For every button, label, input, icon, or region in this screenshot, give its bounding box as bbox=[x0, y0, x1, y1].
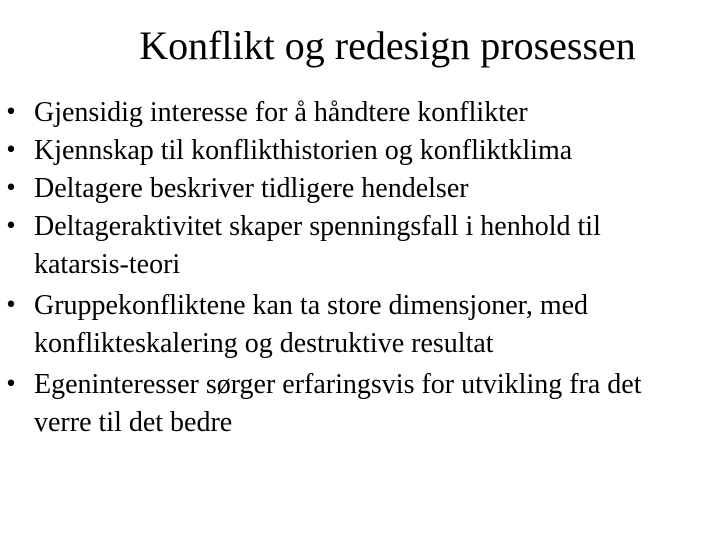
bullet-list bbox=[0, 94, 720, 442]
bullet-text: Egeninteresser sørger erfaringsvis for utvikling fra det verre til det bedre bbox=[34, 369, 642, 438]
bullet-item bbox=[0, 366, 720, 442]
bullet-text: Gjensidig interesse for å håndtere konflikter bbox=[34, 97, 528, 128]
slide-title: Konflikt og redesign prosessen bbox=[139, 23, 636, 68]
bullet-text: Kjennskap til konflikthistorien og konfliktklima bbox=[34, 135, 573, 166]
bullet-dot-icon: • bbox=[4, 372, 18, 397]
bullet-dot-icon: • bbox=[4, 214, 18, 239]
bullet-text: Deltageraktivitet skaper spenningsfall i henhold til katarsis-teori bbox=[34, 211, 601, 280]
bullet-dot-icon: • bbox=[4, 176, 18, 201]
bullet-item bbox=[0, 170, 720, 208]
bullet-dot-icon: • bbox=[4, 138, 18, 163]
bullet-item bbox=[0, 94, 720, 132]
bullet-text: Deltagere beskriver tidligere hendelser bbox=[34, 173, 469, 204]
bullet-item bbox=[0, 287, 720, 363]
bullet-dot-icon: • bbox=[4, 100, 18, 125]
bullet-text: Gruppekonfliktene kan ta store dimensjoner, med konflikteskalering og destruktive resultat bbox=[34, 290, 589, 359]
bullet-dot-icon: • bbox=[4, 293, 18, 318]
bullet-item bbox=[0, 132, 720, 170]
bullet-item bbox=[0, 208, 720, 284]
